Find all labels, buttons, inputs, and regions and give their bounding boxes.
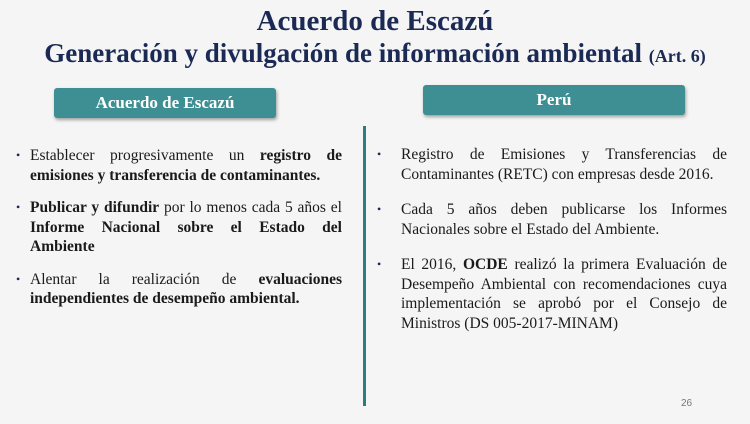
left-column-header: Acuerdo de Escazú [54,88,276,118]
bullet-icon: • [16,200,21,214]
bold-text: registro de emisiones y transferencia de contaminantes. [30,147,342,184]
right-list-item [377,145,727,184]
column-divider [363,126,366,406]
right-item-text [401,145,727,184]
slide-subtitle [0,36,750,73]
text-run: Registro de Emisiones y Transferencias de Contaminantes (RETC) con empresas desde 2016. [401,146,727,183]
bullet-icon: • [377,257,382,271]
bold-text: OCDE [462,256,508,273]
text-run: El 2016, [401,256,463,273]
right-item-text [401,255,727,333]
left-list-item [16,270,342,309]
left-item-text [30,146,342,185]
right-list-item [377,255,727,333]
left-column-list [16,146,342,322]
left-list-item [16,198,342,257]
bullet-icon: • [377,202,382,216]
left-list-item [16,146,342,185]
text-run: Alentar la realización de [30,270,259,288]
bullet-icon: • [377,147,382,161]
right-list-item [377,200,727,239]
bold-text: evaluaciones independientes de desempeño ambiental. [30,270,342,307]
text-run: Cada 5 años deben publicarse los Informes Nacionales sobre el Estado del Ambiente. [401,201,727,238]
bold-text: Informe Nacional sobre el Estado del Ambiente [30,218,342,255]
right-column-header: Perú [423,85,685,115]
bold-text: Publicar y difundir [30,199,160,216]
left-item-text [30,270,342,309]
slide-title: Acuerdo de Escazú [256,5,494,37]
subtitle-article: (Art. 6) [648,46,706,66]
right-item-text [401,200,727,239]
bullet-icon: • [16,271,21,286]
subtitle-text: Generación y divulgación de información ambiental [44,38,642,68]
right-column-list [377,145,727,349]
bullet-icon: • [16,148,21,162]
text-run: Establecer progresivamente un [30,147,260,164]
text-run: realizó la primera Evaluación de Desempeño Ambiental con recomendaciones cuya implementación se aprobó por el Consejo de Ministros (DS 005-2017-MINAM) [401,256,727,332]
left-item-text [30,198,342,257]
text-run: por lo menos cada 5 años el [159,199,342,216]
page-number: 26 [681,398,693,409]
